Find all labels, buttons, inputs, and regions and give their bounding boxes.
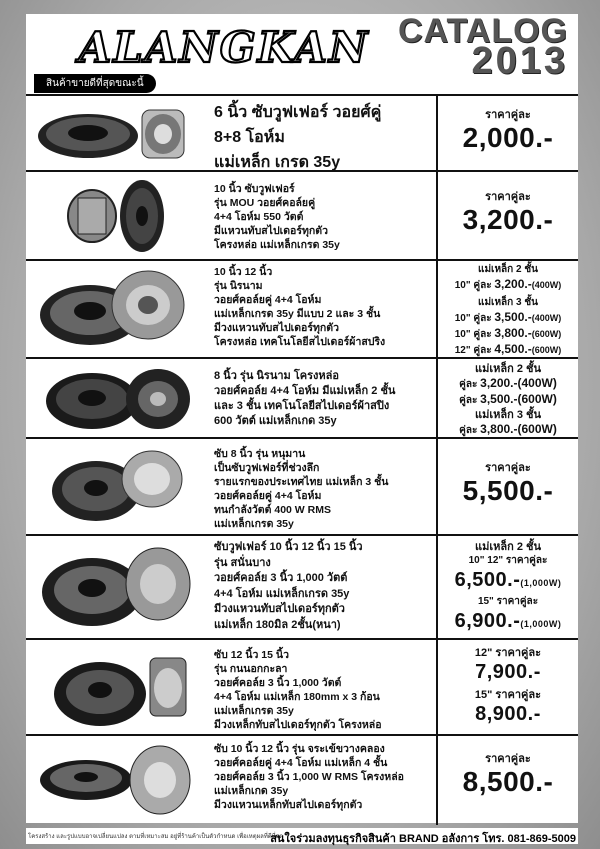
magnet-2-layer-label: แม่เหล็ก 2 ชั้น <box>475 541 541 553</box>
catalog-year: 2013 <box>471 40 568 82</box>
product-description <box>214 182 436 252</box>
footer-disclaimer: โครงสร้าง และรูปแบบอาจเปลี่ยนแปลง ตามที่เหมาะสม อยู่ที่ร้านค้าเป็นตัวกำหนด เพื่อเหตุผลที่ดีที่สุด <box>28 834 284 840</box>
desc-line: 600 วัตต์ แม่เหล็กเกด 35y <box>214 415 337 427</box>
price-cell <box>436 640 578 736</box>
price-line: 10" คู่ละ 3,200.-(400W) <box>454 277 562 291</box>
product-description <box>214 742 436 812</box>
magnet-3-layer-label: แม่เหล็ก 3 ชั้น <box>475 409 541 421</box>
desc-line: วอยศ์คอล์ย 3 นิ้ว 1,000 W RMS โครงหล่อ <box>214 771 404 783</box>
product-row <box>26 638 578 736</box>
price-line-label: 12" ราคาคู่ละ <box>474 647 542 659</box>
price-value: 3,200.- <box>462 204 554 235</box>
desc-line: รุ่น นิรนาม <box>214 280 263 292</box>
desc-line: รุ่น MOU วอยศ์คอล์ยคู่ <box>214 197 316 209</box>
desc-line: 4+4 โอห์ม แม่เหล็ก 180mm x 3 ก้อน <box>214 691 380 703</box>
catalog-word: CATALOG <box>397 12 568 50</box>
price-line: คู่ละ 3,200.-(400W) <box>459 376 557 390</box>
price-cell <box>436 736 578 825</box>
price-cell <box>436 261 578 359</box>
desc-line: เป็นซับวูฟเฟอร์ที่ช่วงลึก <box>214 462 320 474</box>
price-line: คู่ละ 3,500.-(600W) <box>459 392 557 406</box>
desc-line: โครงหล่อ แม่เหล็กเกรด 35y <box>214 239 340 251</box>
price-value: 8,900.- <box>475 703 541 725</box>
speaker-pair-image <box>30 443 200 531</box>
price-line: คู่ละ 3,800.-(600W) <box>459 422 557 436</box>
desc-line: วอยศ์คอล์ย 4+4 โอห์ม มีแม่เหล็ก 2 ชั้น <box>214 385 396 397</box>
desc-line: 10 นิ้ว 12 นิ้ว <box>214 266 273 278</box>
footer <box>26 828 578 844</box>
desc-line: รุ่น สนั่นบาง <box>214 556 271 569</box>
speaker-pair-image <box>30 740 200 820</box>
brand-name: ALANGKAN <box>78 23 370 72</box>
desc-line: ซับวูฟเฟอร์ 10 นิ้ว 12 นิ้ว 15 นิ้ว <box>214 541 363 553</box>
desc-line: วอยศ์คอล์ย 3 นิ้ว 1,000 วัตต์ <box>214 572 348 584</box>
desc-line: ทนกำลังวัตต์ 400 W RMS <box>214 504 331 516</box>
catalog-title <box>397 12 568 82</box>
desc-line: มีวงแหวนทับสไปเดอร์ทุกตัว <box>214 322 339 334</box>
magnet-3-layer-label: แม่เหล็ก 3 ชั้น <box>478 297 538 308</box>
product-description <box>214 265 436 349</box>
desc-line: แม่เหล็กเกรด 35y <box>214 705 294 717</box>
desc-line: 4+4 โอห์ม 550 วัตต์ <box>214 211 304 223</box>
desc-line: วอยศ์คอล์ยคู่ 4+4 โอห์ม <box>214 490 322 502</box>
desc-line: วอยศ์คอล์ยคู่ 4+4 โอห์ม แม่เหล็ก 4 ชั้น <box>214 757 388 769</box>
price-cell <box>436 96 578 172</box>
desc-line: และ 3 ชั้น เทคโนโลยีสไปเดอร์ผ้าสปิง <box>214 400 390 412</box>
product-row <box>26 170 578 261</box>
product-row <box>26 734 578 825</box>
price-value: 7,900.- <box>475 661 541 683</box>
price-cell <box>436 359 578 439</box>
footer-contact: สนใจร่วมลงทุนธุรกิจสินค้า BRAND อลังการ โทร. 081-869-5009 <box>270 833 576 845</box>
price-cell <box>436 536 578 640</box>
price-value: 8,500.- <box>462 766 554 797</box>
tagline-badge: สินค้าขายดีที่สุดขณะนี้ <box>34 74 156 93</box>
price-value: 6,500.-(1,000W) <box>454 569 562 591</box>
price-value: 2,000.- <box>462 122 554 153</box>
price-line: 10" คู่ละ 3,500.-(400W) <box>454 310 562 324</box>
desc-line: 8 นิ้ว รุ่น นิรนาม โครงหล่อ <box>214 370 339 382</box>
desc-line: มีวงแหวนเหล็กทับสไปเดอร์ทุกตัว <box>214 799 363 811</box>
speaker-pair-image <box>30 363 200 435</box>
desc-line: 4+4 โอห์ม แม่เหล็กเกรด 35y <box>214 587 350 600</box>
product-description <box>214 540 436 633</box>
speaker-pair-image <box>30 644 200 732</box>
product-description <box>214 100 436 175</box>
price-value: 5,500.- <box>462 475 554 506</box>
desc-line: 8+8 โอห์ม <box>214 129 285 146</box>
price-line: 12" คู่ละ 4,500.-(600W) <box>454 342 562 356</box>
speaker-pair-image <box>30 176 200 256</box>
desc-line: วอยศ์คอล์ยคู่ 4+4 โอห์ม <box>214 294 322 306</box>
desc-line: มีแหวนทับสไปเดอร์ทุกตัว <box>214 225 328 237</box>
brand-logo <box>48 18 400 74</box>
desc-line: 10 นิ้ว ซับวูฟเฟอร์ <box>214 183 295 195</box>
desc-line: โครงหล่อ เทคโนโลยีสไปเดอร์ผ้าสปริง <box>214 336 386 348</box>
price-label: ราคาคู่ละ <box>485 191 531 203</box>
desc-line: ซับ 8 นิ้ว รุ่น หนุมาน <box>214 448 306 460</box>
price-cell <box>436 172 578 261</box>
product-description <box>214 447 436 531</box>
price-label: ราคาคู่ละ <box>485 109 531 121</box>
product-row <box>26 94 578 172</box>
price-line-label: 15" ราคาคู่ละ <box>474 689 542 701</box>
desc-line: รายแรกของประเทศไทย แม่เหล็ก 3 ชั้น <box>214 476 389 488</box>
product-description <box>214 648 436 732</box>
price-cell <box>436 439 578 536</box>
product-table <box>26 94 578 823</box>
desc-line: ซับ 12 นิ้ว 15 นิ้ว <box>214 649 289 661</box>
price-value: 6,900.-(1,000W) <box>454 610 562 632</box>
desc-line: ซับ 10 นิ้ว 12 นิ้ว รุ่น จระเข้ขวางคลอง <box>214 743 385 755</box>
price-line-label: 15" ราคาคู่ละ <box>477 596 539 607</box>
desc-line: แม่เหล็ก 180มิล 2ชั้น(หนา) <box>214 618 341 631</box>
desc-line: รุ่น กนนอกกะลา <box>214 663 288 675</box>
desc-line: แม่เหล็กเกรด 35y <box>214 518 294 530</box>
desc-line: แม่เหล็ก เกรด 35y <box>214 154 341 171</box>
desc-line: มีวงเหล็กทับสไปเดอร์ทุกตัว โครงหล่อ <box>214 719 382 731</box>
product-row <box>26 259 578 359</box>
product-description <box>214 369 436 429</box>
product-row <box>26 357 578 439</box>
desc-line: แม่เหล็กเกรด 35y มีแบบ 2 และ 3 ชั้น <box>214 308 381 320</box>
price-label: ราคาคู่ละ <box>485 753 531 765</box>
price-line: 10" คู่ละ 3,800.-(600W) <box>454 326 562 340</box>
speaker-pair-image <box>30 100 200 168</box>
product-row <box>26 437 578 536</box>
speaker-pair-image <box>30 540 200 636</box>
desc-line: แม่เหล็กเกด 35y <box>214 785 289 797</box>
header <box>26 14 578 94</box>
magnet-2-layer-label: แม่เหล็ก 2 ชั้น <box>478 264 538 275</box>
desc-line: 6 นิ้ว ซับวูฟเฟอร์ วอยศ์คู่ <box>214 104 382 121</box>
magnet-2-layer-label: แม่เหล็ก 2 ชั้น <box>475 363 541 375</box>
price-line-label: 10" 12" ราคาคู่ละ <box>468 555 548 566</box>
speaker-pair-image <box>30 265 200 355</box>
product-row <box>26 534 578 640</box>
price-label: ราคาคู่ละ <box>485 462 531 474</box>
desc-line: มีวงแหวนทับสไปเดอร์ทุกตัว <box>214 603 345 615</box>
desc-line: วอยศ์คอล์ย 3 นิ้ว 1,000 วัตต์ <box>214 677 342 689</box>
